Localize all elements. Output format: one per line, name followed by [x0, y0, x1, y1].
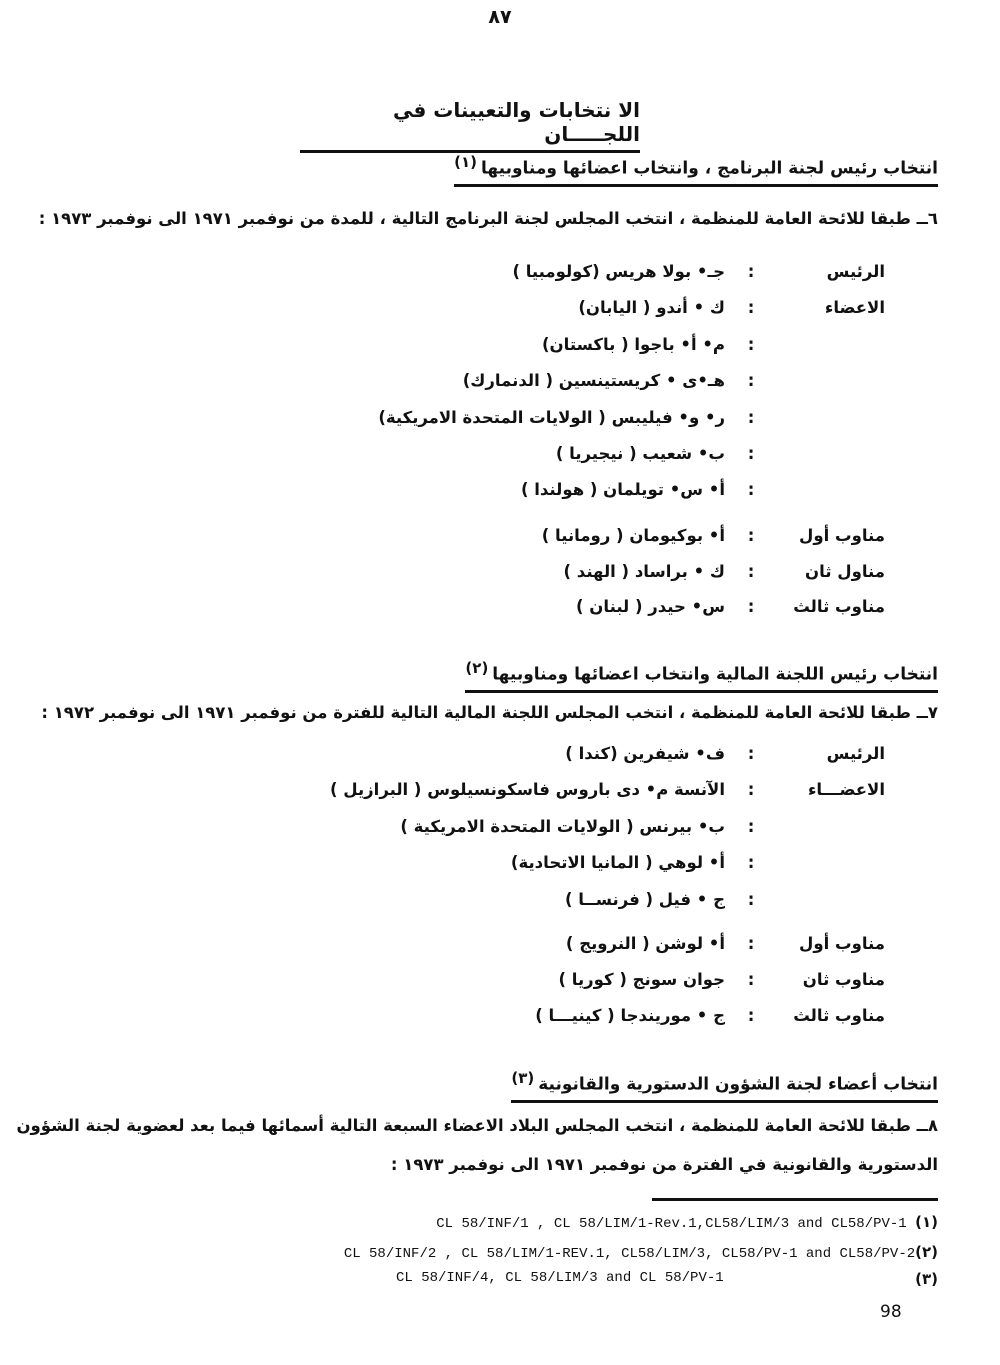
colon: :	[747, 480, 755, 499]
role-label: مناوب أول	[799, 526, 885, 545]
member-name: أ• لوشن ( النرويج )	[565, 934, 725, 953]
footnote-divider	[652, 1198, 938, 1201]
section-heading-text: انتخاب رئيس اللجنة المالية وانتخاب اعضائها ومناوبيها	[492, 664, 938, 685]
colon: :	[747, 890, 755, 909]
footnote-mark: (٢)	[915, 1243, 938, 1261]
colon: :	[747, 526, 755, 545]
list-item	[0, 1006, 1000, 1036]
member-name: م• أ• باجوا ( باكستان)	[542, 335, 725, 354]
member-name: أ• بوكيومان ( رومانيا )	[541, 526, 725, 545]
colon: :	[747, 970, 755, 989]
colon: :	[747, 934, 755, 953]
paragraph-7: ٧ــ طبقا للائحة العامة للمنظمة ، انتخب المجلس اللجنة المالية التالية للفترة من نوفمبر ١٩٧١ الى نوفمبر ١٩٧٢ :	[41, 703, 938, 722]
list-item	[0, 480, 1000, 510]
role-label: مناول ثان	[805, 562, 885, 581]
paragraph-6: ٦ــ طبقا للائحة العامة للمنظمة ، انتخب المجلس لجنة البرنامج التالية ، للمدة من نوفمبر ١٩٧١ الى نوفمبر ١٩٧٣ :	[38, 209, 938, 228]
list-item	[0, 744, 1000, 774]
section-heading-text: انتخاب أعضاء لجنة الشؤون الدستورية والقانونية	[538, 1074, 938, 1095]
list-item	[0, 853, 1000, 883]
colon: :	[747, 744, 755, 763]
role-label: الرئيس	[826, 744, 885, 763]
page-number-bottom: 98	[880, 1302, 902, 1322]
member-name: ف• شيفرين (كندا )	[565, 744, 725, 763]
member-name: هـ•ى • كريستينسين ( الدنمارك)	[462, 371, 725, 390]
footnote-text: CL 58/INF/1 , CL 58/LIM/1-Rev.1,CL58/LIM/3 and CL58/PV-1	[436, 1216, 907, 1232]
member-name: جـ• بولا هريس (كولومبيا )	[512, 262, 725, 281]
list-item	[0, 890, 1000, 920]
list-item	[0, 970, 1000, 1000]
footnote-2	[344, 1243, 938, 1262]
colon: :	[747, 298, 755, 317]
paragraph-8-line-1: ٨ــ طبقا للائحة العامة للمنظمة ، انتخب المجلس البلاد الاعضاء السبعة التالية أسمائها فيما بعد لعضوية لجنة الشؤون	[16, 1116, 938, 1135]
colon: :	[747, 262, 755, 281]
footnote-mark: (١)	[915, 1213, 938, 1231]
colon: :	[747, 371, 755, 390]
role-label: مناوب ثان	[802, 970, 885, 989]
member-name: ج • موريندجا ( كينيـــا )	[535, 1006, 725, 1025]
list-item	[0, 335, 1000, 365]
list-item	[0, 597, 1000, 627]
section-heading-program-committee	[454, 150, 938, 187]
list-item	[0, 526, 1000, 556]
paragraph-8-line-2: الدستورية والقانونية في الفترة من نوفمبر ١٩٧١ الى نوفمبر ١٩٧٣ :	[390, 1155, 938, 1174]
role-label: الاعضـــاء	[807, 780, 885, 799]
member-name: ك • براساد ( الهند )	[563, 562, 725, 581]
colon: :	[747, 597, 755, 616]
member-name: س• حيدر ( لبنان )	[576, 597, 725, 616]
list-item	[0, 562, 1000, 592]
footnote-text: CL 58/INF/2 , CL 58/LIM/1-REV.1, CL58/LIM/3, CL58/PV-1 and CL58/PV-2	[343, 1246, 916, 1262]
member-name: جوان سونج ( كوريا )	[558, 970, 725, 989]
member-name: ر• و• فيليبس ( الولايات المتحدة الامريكية)	[378, 408, 725, 427]
section-heading-constitutional-committee	[511, 1066, 938, 1103]
role-label: الرئيس	[826, 262, 885, 281]
colon: :	[747, 444, 755, 463]
list-item	[0, 444, 1000, 474]
member-name: ب• شعيب ( نيجيريا )	[555, 444, 725, 463]
list-item	[0, 298, 1000, 328]
colon: :	[747, 780, 755, 799]
footnote-ref: (٣)	[511, 1069, 535, 1087]
colon: :	[747, 335, 755, 354]
member-name: ك • أندو ( اليابان)	[578, 298, 725, 317]
page-number-top: ٨٧	[488, 6, 512, 28]
footnote-mark: (٣)	[915, 1270, 938, 1288]
member-name: ج • فيل ( فرنســا )	[564, 890, 725, 909]
colon: :	[747, 853, 755, 872]
role-label: الاعضاء	[824, 298, 885, 317]
colon: :	[747, 408, 755, 427]
colon: :	[747, 817, 755, 836]
role-label: مناوب أول	[799, 934, 885, 953]
list-item	[0, 408, 1000, 438]
footnote-text: CL 58/INF/4, CL 58/LIM/3 and CL 58/PV-1	[396, 1270, 724, 1286]
member-name: أ• س• تويلمان ( هولندا )	[520, 480, 725, 499]
section-heading-text: انتخاب رئيس لجنة البرنامج ، وانتخاب اعضائها ومناوبيها	[481, 158, 938, 179]
member-name: أ• لوهي ( المانيا الاتحادية)	[510, 853, 725, 872]
list-item	[0, 817, 1000, 847]
role-label: مناوب ثالث	[793, 1006, 885, 1025]
role-label: مناوب ثالث	[793, 597, 885, 616]
colon: :	[747, 1006, 755, 1025]
colon: :	[747, 562, 755, 581]
section-heading-finance-committee	[465, 656, 938, 693]
list-item	[0, 934, 1000, 964]
footnote-ref: (٢)	[465, 659, 489, 677]
member-name: ب• بيرنس ( الولايات المتحدة الامريكية )	[400, 817, 725, 836]
footnote-1	[436, 1213, 938, 1232]
list-item	[0, 371, 1000, 401]
list-item	[0, 780, 1000, 810]
footnote-ref: (١)	[454, 153, 478, 171]
list-item	[0, 262, 1000, 292]
member-name: الآنسة م• دى باروس فاسكونسيلوس ( البرازيل )	[329, 780, 725, 799]
page-title: الا نتخابات والتعيينات في اللجـــــان	[300, 98, 640, 153]
footnote-3	[396, 1270, 938, 1286]
